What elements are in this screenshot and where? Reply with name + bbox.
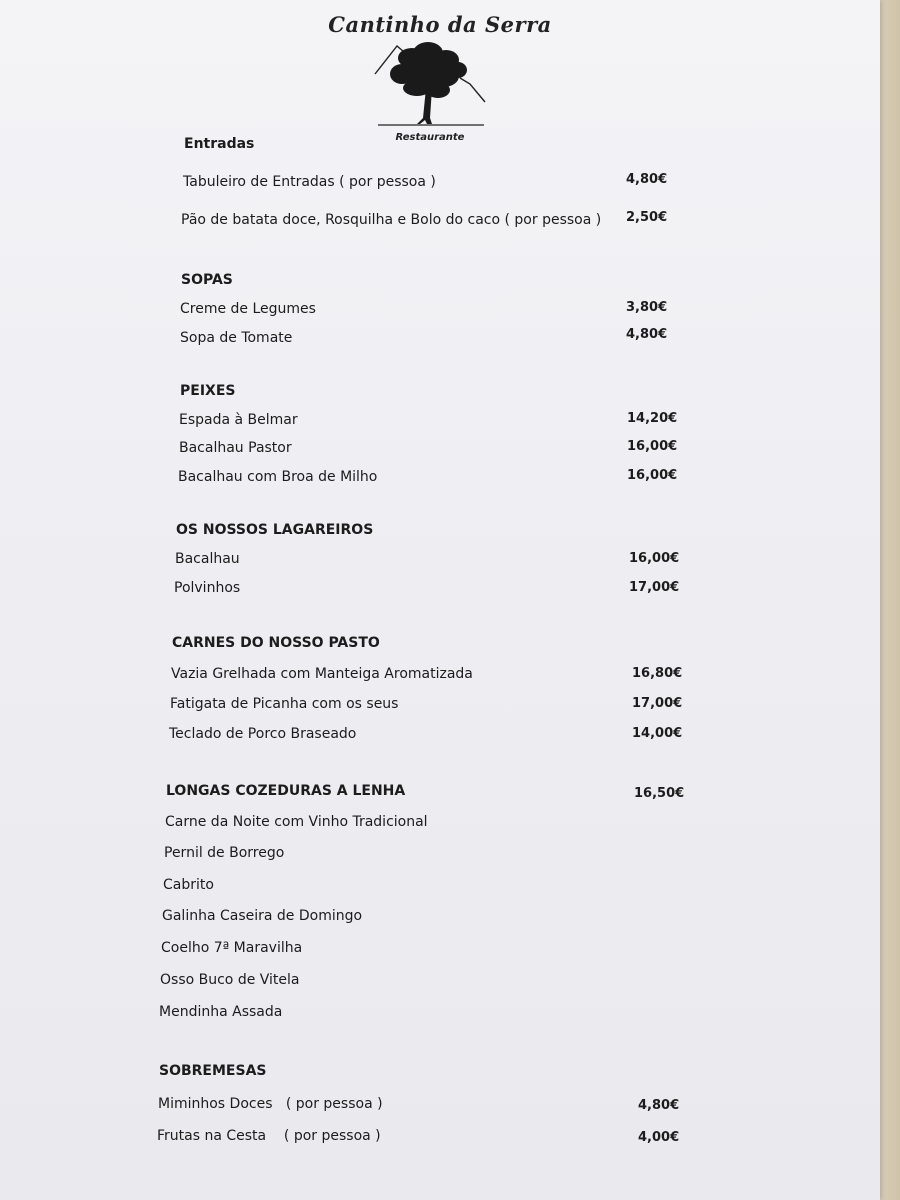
- menu-item-name: Bacalhau: [175, 551, 240, 567]
- menu-item-name: Tabuleiro de Entradas ( por pessoa ): [183, 174, 436, 190]
- menu-item-name: Coelho 7ª Maravilha: [161, 940, 303, 956]
- menu-item-name: Vazia Grelhada com Manteiga Aromatizada: [171, 666, 473, 682]
- menu-item-name: Polvinhos: [174, 580, 241, 596]
- menu-item-price: 17,00€: [632, 696, 683, 711]
- menu-item-name: Miminhos Doces ( por pessoa ): [158, 1096, 383, 1112]
- menu-item-name: Sopa de Tomate: [180, 330, 293, 346]
- menu-item-name: Bacalhau Pastor: [179, 440, 292, 456]
- menu-item-price: 4,80€: [626, 327, 668, 342]
- menu-item-price: 16,00€: [627, 439, 678, 454]
- section-title-lagareiros: OS NOSSOS LAGAREIROS: [176, 522, 374, 538]
- menu-item-name: Mendinha Assada: [159, 1004, 283, 1020]
- menu-item-price: 2,50€: [626, 210, 668, 225]
- menu-item-name: Frutas na Cesta ( por pessoa ): [157, 1128, 381, 1144]
- menu-item-price: 14,20€: [627, 411, 678, 426]
- menu-item-name: Galinha Caseira de Domingo: [162, 908, 363, 924]
- section-title-carnes: CARNES DO NOSSO PASTO: [172, 635, 380, 651]
- menu-item-name: Osso Buco de Vitela: [160, 972, 300, 988]
- menu-item-name: Espada à Belmar: [179, 412, 298, 428]
- section-title-lenha: LONGAS COZEDURAS A LENHA: [166, 783, 406, 799]
- menu-item-price: 4,80€: [626, 172, 668, 187]
- menu-item-price: 16,80€: [632, 666, 683, 681]
- menu-item-name: Carne da Noite com Vinho Tradicional: [165, 814, 428, 830]
- section-price-lenha: 16,50€: [634, 786, 685, 801]
- section-title-sopas: SOPAS: [181, 272, 233, 288]
- section-title-entradas: Entradas: [184, 136, 255, 152]
- menu-item-price: 4,80€: [638, 1098, 680, 1113]
- section-title-sobremesas: SOBREMESAS: [159, 1063, 267, 1079]
- menu-item-name: Fatigata de Picanha com os seus: [170, 696, 399, 712]
- section-title-peixes: PEIXES: [180, 383, 236, 399]
- menu-item-price: 4,00€: [638, 1130, 680, 1145]
- restaurant-subtitle: Restaurante: [395, 132, 465, 143]
- menu-item-name: Cabrito: [163, 877, 214, 893]
- restaurant-name: Cantinho da Serra: [328, 12, 552, 37]
- menu-item-name: Pão de batata doce, Rosquilha e Bolo do caco ( por pessoa ): [181, 212, 602, 228]
- menu-item-price: 16,00€: [629, 551, 680, 566]
- menu-item-name: Pernil de Borrego: [164, 845, 285, 861]
- menu-item-price: 3,80€: [626, 300, 668, 315]
- menu-item-price: 17,00€: [629, 580, 680, 595]
- tree-logo-icon: [372, 40, 487, 132]
- menu-item-price: 14,00€: [632, 726, 683, 741]
- menu-item-price: 16,00€: [627, 468, 678, 483]
- menu-item-name: Bacalhau com Broa de Milho: [178, 469, 378, 485]
- menu-item-name: Creme de Legumes: [180, 301, 316, 317]
- menu-item-name: Teclado de Porco Braseado: [169, 726, 357, 742]
